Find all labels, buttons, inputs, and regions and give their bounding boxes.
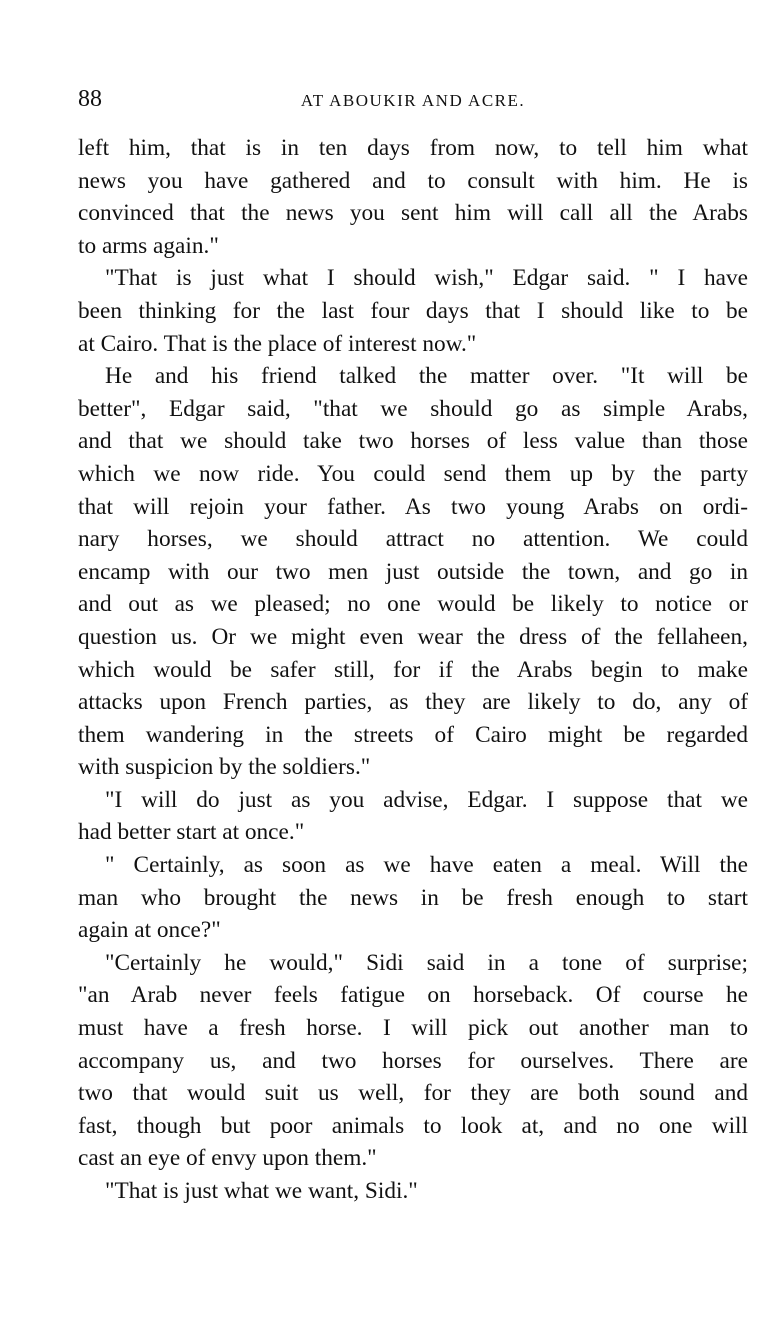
text-line: "That is just what I should wish," Edgar said. " I have	[105, 265, 748, 292]
text-line: attacks upon French parties, as they are likely to do, any of	[78, 689, 748, 716]
running-title: AT ABOUKIR AND ACRE.	[300, 91, 526, 110]
text-line: fast, though but poor animals to look at, and no one will	[78, 1112, 748, 1139]
text-line: had better start at once."	[78, 819, 305, 846]
text-line: "an Arab never feels fatigue on horseback. Of course he	[78, 982, 748, 1009]
text-line: at Cairo. That is the place of interest now."	[78, 330, 477, 357]
text-line: He and his friend talked the matter over. "It will be	[105, 363, 748, 390]
text-line: accompany us, and two horses for ourselves. There are	[78, 1047, 748, 1074]
text-line: with suspicion by the soldiers."	[78, 754, 371, 781]
text-line: and out as we pleased; no one would be likely to notice or	[78, 591, 748, 618]
text-line: man who brought the news in be fresh enough to start	[78, 884, 748, 911]
text-line: two that would suit us well, for they are both sound and	[78, 1080, 748, 1107]
body-text	[78, 132, 748, 1208]
text-line: " Certainly, as soon as we have eaten a meal. Will the	[105, 852, 748, 879]
text-line: "I will do just as you advise, Edgar. I suppose that we	[105, 786, 748, 813]
text-line: again at once?"	[78, 917, 221, 944]
text-line: cast an eye of envy upon them."	[78, 1145, 377, 1172]
text-line: them wandering in the streets of Cairo might be regarded	[78, 721, 748, 748]
paragraph	[78, 262, 748, 360]
paragraph	[78, 1175, 748, 1208]
paragraph	[78, 360, 748, 784]
text-line: left him, that is in ten days from now, to tell him what	[78, 135, 748, 161]
paragraph	[78, 849, 748, 947]
text-line: must have a fresh horse. I will pick out another man to	[78, 1015, 748, 1042]
text-line: convinced that the news you sent him will call all the Arabs	[78, 200, 748, 227]
text-line: which we now ride. You could send them up by the party	[78, 460, 748, 487]
text-line: news you have gathered and to consult with him. He is	[78, 167, 748, 194]
text-line: encamp with our two men just outside the town, and go in	[78, 558, 748, 585]
paragraph	[78, 132, 748, 262]
text-line: "That is just what we want, Sidi."	[105, 1178, 418, 1204]
text-line: nary horses, we should attract no attention. We could	[78, 526, 748, 553]
text-line: which would be safer still, for if the Arabs begin to make	[78, 656, 748, 683]
text-line: been thinking for the last four days that I should like to be	[78, 297, 748, 324]
page-number: 88	[78, 86, 102, 112]
text-line: better", Edgar said, "that we should go as simple Arabs,	[78, 395, 748, 422]
text-line: to arms again."	[78, 232, 219, 259]
text-line: question us. Or we might even wear the dress of the fellaheen,	[78, 623, 748, 650]
paragraph	[78, 784, 748, 849]
paragraph	[78, 947, 748, 1175]
page-header	[78, 84, 748, 114]
text-line: "Certainly he would," Sidi said in a tone of surprise;	[105, 949, 748, 976]
text-line: that will rejoin your father. As two young Arabs on ordi-	[78, 493, 748, 520]
text-line: and that we should take two horses of less value than those	[78, 428, 748, 455]
